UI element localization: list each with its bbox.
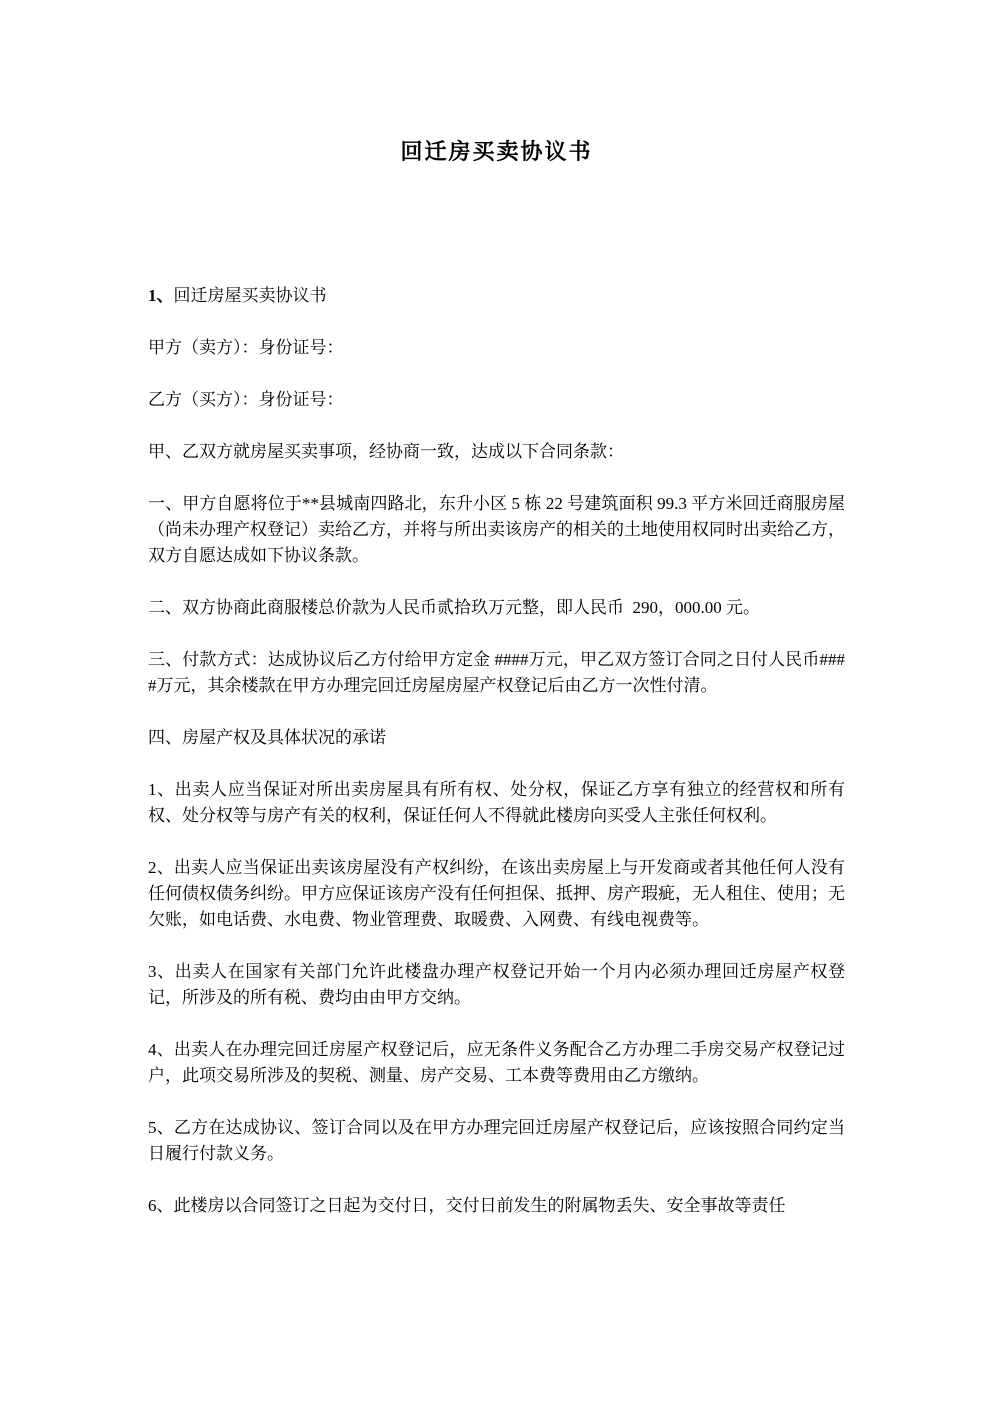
paragraph-party-a: 甲方（卖方）：身份证号：: [148, 338, 344, 357]
paragraph-clause-1: 一、甲方自愿将位于**县城南四路北，东升小区 5 栋 22 号建筑面积 99.3 平方米回迁商服房屋（尚未办理产权登记）卖给乙方，并将与所出卖该房产的相关的土地使用权同时出卖给乙方，双方自愿达成如下协议条款。: [148, 494, 845, 565]
paragraph-clause-2: 二、双方协商此商服楼总价款为人民币贰拾玖万元整，即人民币 290，000.00 元。: [148, 598, 760, 617]
paragraph-clause-4-item-5: 5、乙方在达成协议、签订合同以及在甲方办理完回迁房屋产权登记后，应该按照合同约定当日履行付款义务。: [148, 1118, 845, 1163]
paragraph-party-b: 乙方（买方）：身份证号：: [148, 390, 344, 409]
paragraph-clause-3: 三、付款方式：达成协议后乙方付给甲方定金 ####万元，甲乙双方签订合同之日付人民币####万元，其余楼款在甲方办理完回迁房屋房屋产权登记后由乙方一次性付清。: [148, 650, 845, 695]
heading-number: 1、: [148, 286, 174, 305]
paragraph-clause-4-item-4: 4、出卖人在办理完回迁房屋产权登记后，应无条件义务配合乙方办理二手房交易产权登记过户，此项交易所涉及的契税、测量、房产交易、工本费等费用由乙方缴纳。: [148, 1040, 845, 1085]
heading-text: 回迁房屋买卖协议书: [173, 286, 327, 305]
paragraph-preamble: 甲、乙双方就房屋买卖事项，经协商一致，达成以下合同条款：: [148, 442, 624, 461]
paragraph-clause-4-item-6: 6、此楼房以合同签订之日起为交付日，交付日前发生的附属物丢失、安全事故等责任: [148, 1196, 786, 1215]
paragraph-clause-4-item-3: 3、出卖人在国家有关部门允许此楼盘办理产权登记开始一个月内必须办理回迁房屋产权登记，所涉及的所有税、费均由由甲方交纳。: [148, 962, 845, 1007]
paragraph-clause-4-item-1: 1、出卖人应当保证对所出卖房屋具有所有权、处分权，保证乙方享有独立的经营权和所有权、处分权等与房产有关的权利，保证任何人不得就此楼房向买受人主张任何权利。: [148, 780, 845, 825]
paragraph-clause-4-heading: 四、房屋产权及具体状况的承诺: [148, 728, 386, 747]
document-title: 回迁房买卖协议书: [400, 139, 593, 164]
paragraph-clause-4-item-2: 2、出卖人应当保证出卖该房屋没有产权纠纷，在该出卖房屋上与开发商或者其他任何人没有任何债权债务纠纷。甲方应保证该房产没有任何担保、抵押、房产瑕疵，无人租住、使用；无欠账，如电话费、水电费、物业管理费、取暖费、入网费、有线电视费等。: [148, 858, 845, 929]
list-heading: [148, 283, 845, 309]
